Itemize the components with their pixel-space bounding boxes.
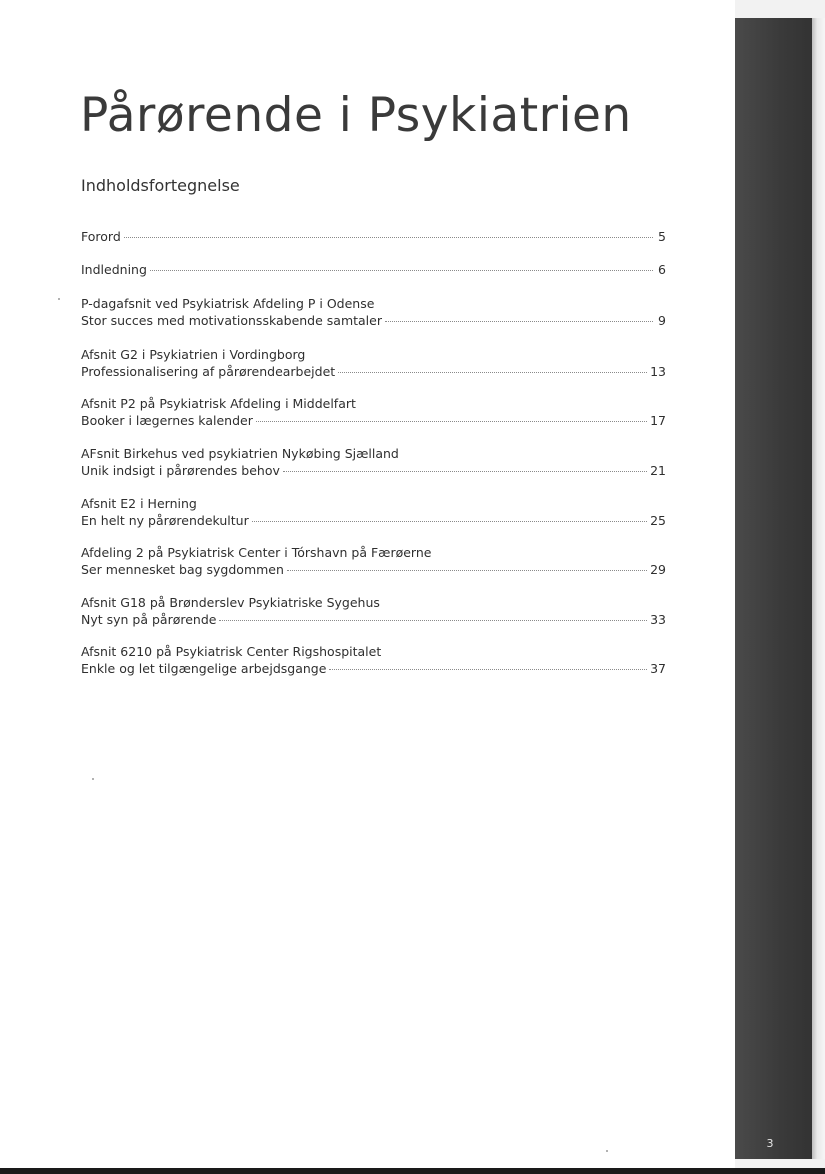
toc-entry-title: Booker i lægernes kalender: [81, 413, 253, 428]
dot-leader: [338, 372, 647, 373]
toc-entry[interactable]: [81, 395, 666, 429]
toc-row: [81, 611, 666, 628]
toc-entry[interactable]: [81, 643, 666, 677]
toc-section-heading: Afsnit G18 på Brønderslev Psykiatriske Sygehus: [81, 595, 380, 610]
toc-entry[interactable]: [81, 346, 666, 380]
toc-page-number: 33: [650, 612, 666, 627]
toc-entry[interactable]: [81, 495, 666, 529]
scan-speck: [58, 298, 60, 300]
page-title: Pårørende i Psykiatrien: [80, 88, 632, 143]
toc-entry-title: Nyt syn på pårørende: [81, 612, 217, 627]
toc-entry-title: Ser mennesket bag sygdommen: [81, 562, 284, 577]
dot-leader: [329, 669, 647, 670]
toc-section-heading: Afdeling 2 på Psykiatrisk Center i Tórshavn på Færøerne: [81, 545, 432, 560]
toc-section-heading: P-dagafsnit ved Psykiatrisk Afdeling P i Odense: [81, 296, 375, 311]
toc-page-number: 5: [658, 229, 666, 244]
scan-border: [0, 1168, 825, 1174]
toc-page-number: 17: [650, 413, 666, 428]
dot-leader: [283, 471, 647, 472]
toc-section-heading: Afsnit E2 i Herning: [81, 496, 197, 511]
toc-heading: Indholdsfortegnelse: [81, 176, 240, 195]
toc-page-number: 37: [650, 661, 666, 676]
toc-row: [81, 363, 666, 380]
toc-entry-title: Unik indsigt i pårørendes behov: [81, 463, 280, 478]
toc-section-heading: AFsnit Birkehus ved psykiatrien Nykøbing Sjælland: [81, 446, 399, 461]
toc-row: [81, 312, 666, 329]
dot-leader: [287, 570, 647, 571]
toc-page-number: 9: [658, 313, 666, 328]
dot-leader: [124, 237, 653, 238]
toc-entry[interactable]: [81, 445, 666, 479]
dot-leader: [219, 620, 647, 621]
toc-row: [81, 561, 666, 578]
toc-row: [81, 261, 666, 278]
toc-section-heading: Afsnit G2 i Psykiatrien i Vordingborg: [81, 347, 306, 362]
toc-entry-title: Professionalisering af pårørendearbejdet: [81, 364, 336, 379]
dot-leader: [385, 321, 653, 322]
toc-page-number: 6: [658, 262, 666, 277]
toc-row: [81, 660, 666, 677]
toc-page-number: 25: [650, 513, 666, 528]
scan-speck: [92, 778, 94, 780]
scan-speck: [606, 1150, 608, 1152]
toc-row: [81, 512, 666, 529]
toc-entry-title: En helt ny pårørendekultur: [81, 513, 249, 528]
toc-entry-title: Indledning: [81, 262, 147, 277]
toc-entry[interactable]: [81, 228, 666, 245]
toc-row: [81, 462, 666, 479]
page-number: 3: [766, 1137, 774, 1150]
side-band: [735, 18, 812, 1159]
toc-page-number: 29: [650, 562, 666, 577]
toc-page-number: 21: [650, 463, 666, 478]
dot-leader: [252, 521, 647, 522]
page-edge: [812, 18, 825, 1159]
dot-leader: [256, 421, 647, 422]
toc-section-heading: Afsnit P2 på Psykiatrisk Afdeling i Middelfart: [81, 396, 356, 411]
dot-leader: [150, 270, 653, 271]
toc-page-number: 13: [650, 364, 666, 379]
toc-entry[interactable]: [81, 594, 666, 628]
toc-entry-title: Stor succes med motivationsskabende samtaler: [81, 313, 382, 328]
toc-entry-title: Forord: [81, 229, 121, 244]
toc-section-heading: Afsnit 6210 på Psykiatrisk Center Rigshospitalet: [81, 644, 382, 659]
toc-entry[interactable]: [81, 295, 666, 329]
toc-row: [81, 228, 666, 245]
toc-entry[interactable]: [81, 261, 666, 278]
toc-entry-title: Enkle og let tilgængelige arbejdsgange: [81, 661, 327, 676]
toc-row: [81, 412, 666, 429]
toc-entry[interactable]: [81, 544, 666, 578]
